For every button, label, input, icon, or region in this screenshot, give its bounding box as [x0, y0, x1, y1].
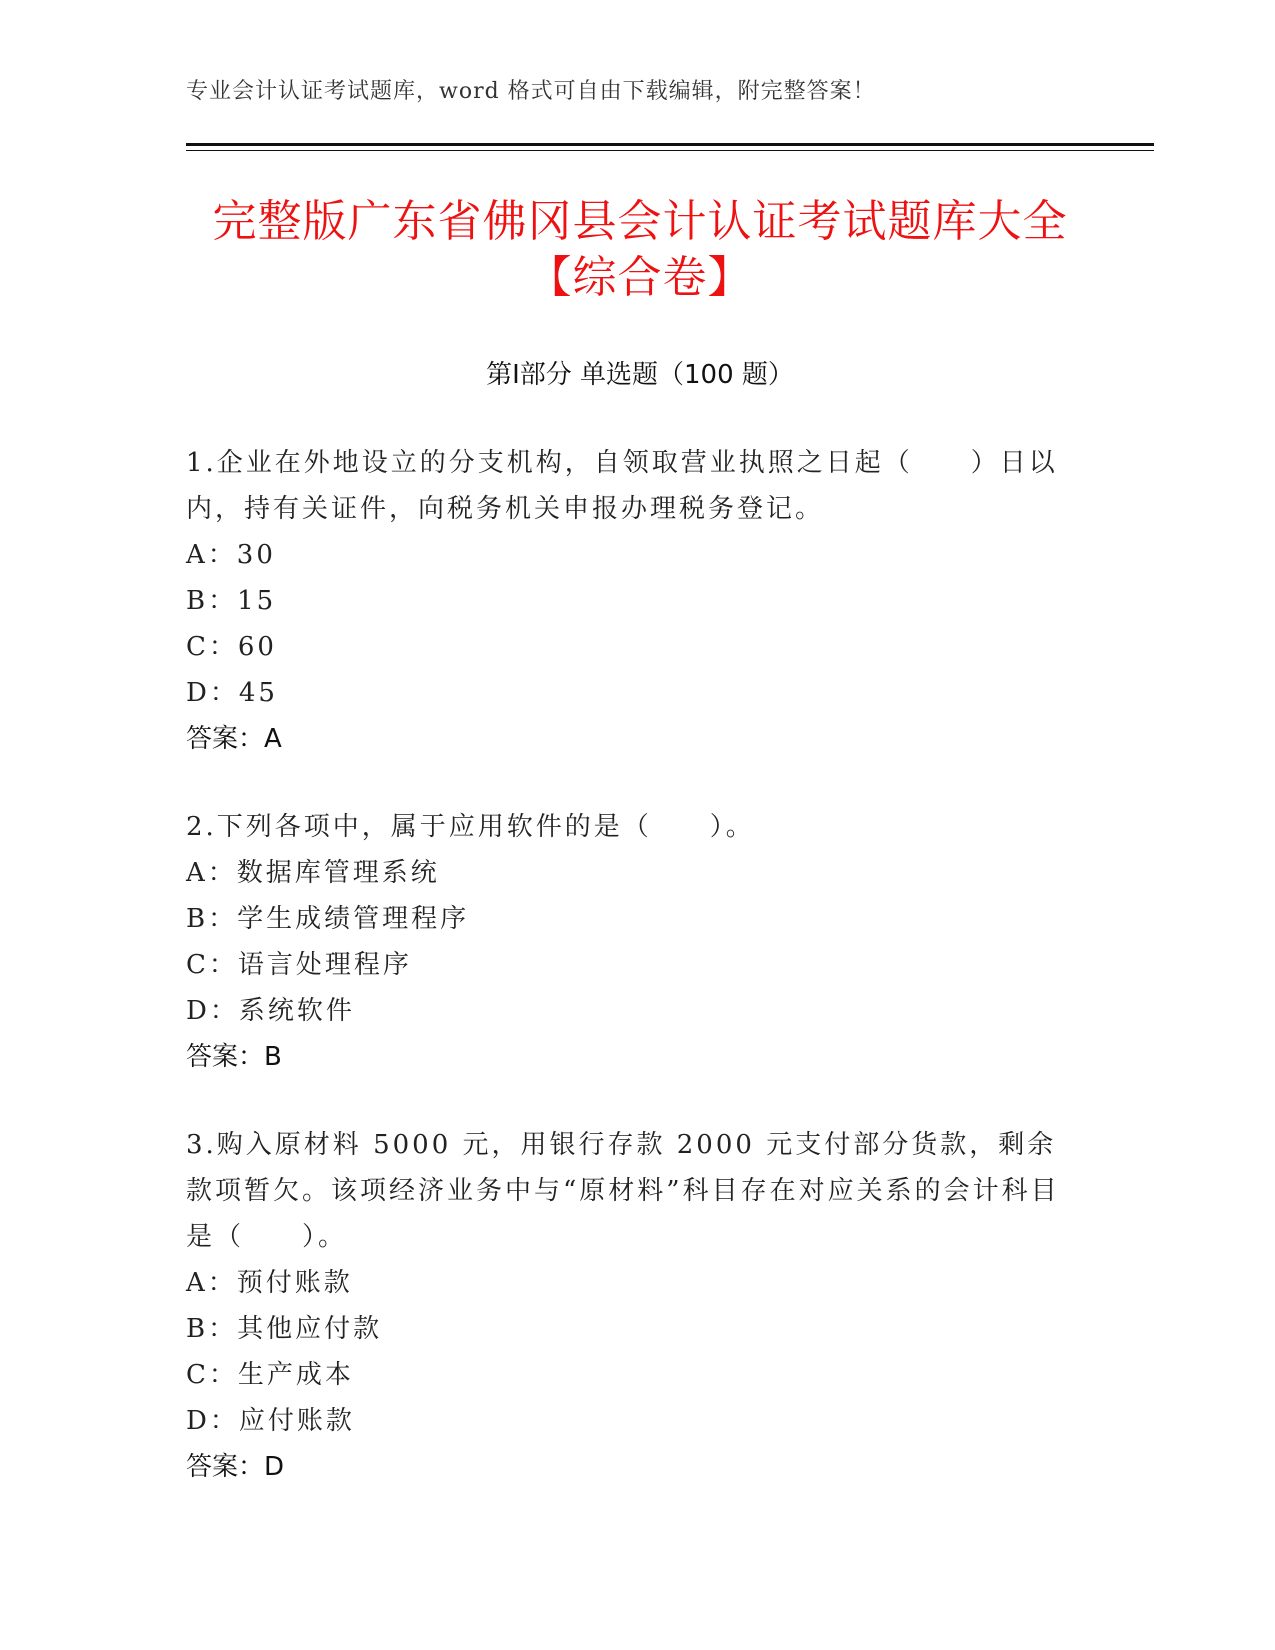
- answer-line: [186, 1444, 1066, 1490]
- option-a: A：30: [186, 540, 276, 570]
- option-c: C：语言处理程序: [186, 950, 412, 980]
- answer-line: [186, 1034, 1066, 1080]
- question-stem: 3.购入原材料 5000 元，用银行存款 2000 元支付部分货款，剩余款项暂欠。该项经济业务中与“原材料”科目存在对应关系的会计科目是（ ）。: [186, 1130, 1060, 1252]
- answer-label: 答案：: [186, 1452, 265, 1482]
- title-line-2: 【综合卷】: [527, 252, 753, 303]
- option-c: C：60: [186, 632, 277, 662]
- answer-line: [186, 716, 1066, 762]
- header-rule-thin: [186, 150, 1154, 151]
- answer-value: B: [264, 1042, 282, 1072]
- question-1: [186, 440, 1066, 762]
- option-b: B：15: [186, 586, 277, 616]
- answer-value: D: [264, 1452, 285, 1482]
- option-d: D：应付账款: [186, 1406, 355, 1436]
- option-b: B：其他应付款: [186, 1314, 383, 1344]
- header-note: 专业会计认证考试题库，word 格式可自由下载编辑，附完整答案！: [186, 79, 876, 104]
- question-3: [186, 1122, 1066, 1490]
- question-stem: 2.下列各项中，属于应用软件的是（ ）。: [186, 812, 755, 842]
- answer-label: 答案：: [186, 724, 265, 754]
- question-list: [186, 440, 1066, 1532]
- document-title: [160, 194, 1120, 306]
- option-d: D：45: [186, 678, 278, 708]
- question-stem: 1.企业在外地设立的分支机构，自领取营业执照之日起（ ）日以内，持有关证件，向税务机关申报办理税务登记。: [186, 448, 1058, 524]
- option-b: B：学生成绩管理程序: [186, 904, 470, 934]
- answer-value: A: [264, 724, 282, 754]
- option-c: C：生产成本: [186, 1360, 354, 1390]
- header-rule-thick: [186, 143, 1154, 146]
- question-2: [186, 804, 1066, 1080]
- option-a: A：预付账款: [186, 1268, 353, 1298]
- section-title: 第Ⅰ部分 单选题（100 题）: [486, 360, 794, 390]
- option-a: A：数据库管理系统: [186, 858, 440, 888]
- answer-label: 答案：: [186, 1042, 265, 1072]
- title-line-1: 完整版广东省佛冈县会计认证考试题库大全: [212, 196, 1068, 247]
- option-d: D：系统软件: [186, 996, 355, 1026]
